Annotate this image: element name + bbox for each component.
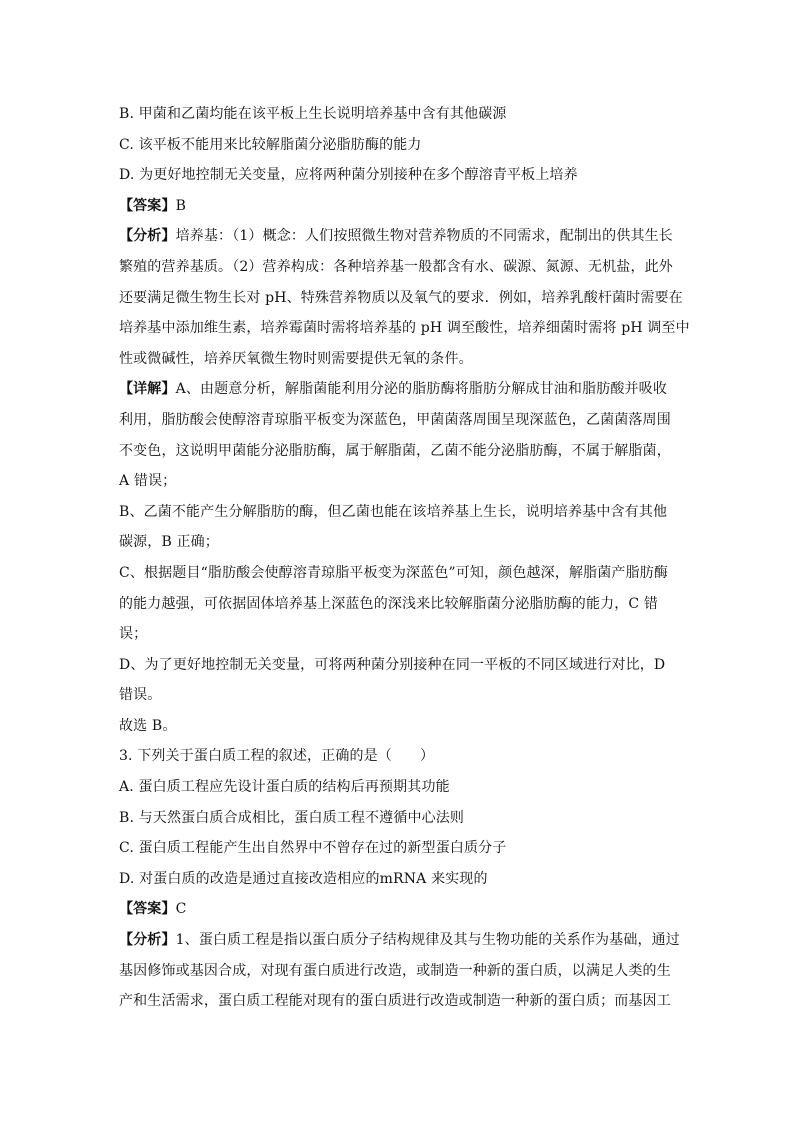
analysis-q2-line-5: 性或微碱性，培养厌氧微生物时则需要提供无氧的条件。: [119, 350, 473, 367]
analysis-q3-line-1: [119, 925, 679, 956]
question-3-text: 3. 下列关于蛋白质工程的叙述，正确的是（: [119, 748, 392, 765]
detail-q2-line-8: 的能力越强，可依据固体培养基上深蓝色的深浅来比较解脂菌分泌脂肪酶的能力，C 错: [119, 595, 659, 612]
answer-value: C: [175, 901, 187, 918]
answer-q3: [119, 894, 679, 925]
detail-q2-line-6: 碳源，B 正确；: [119, 534, 219, 551]
answer-value: B: [175, 197, 187, 214]
detail-tag: 【详解】: [119, 381, 176, 398]
analysis-tag: 【分析】: [119, 228, 176, 245]
detail-q2-line-1: [119, 374, 679, 405]
analysis-text: 培养基：（1）概念：人们按照微生物对营养物质的不同需求，配制出的供其生长: [175, 228, 673, 245]
answer-q2: [119, 191, 679, 222]
detail-text: A、由题意分析，解脂菌能利用分泌的脂肪酶将脂肪分解成甘油和脂肪酸并吸收: [175, 381, 667, 398]
question-3-stem: [119, 741, 679, 772]
option-q3-a: A. 蛋白质工程应先设计蛋白质的结构后再预期其功能: [119, 779, 450, 796]
detail-q2-line-3: 不变色，这说明甲菌能分泌脂肪酶，属于解脂菌，乙菌不能分泌脂肪酶，不属于解脂菌，: [119, 442, 671, 459]
analysis-q2-line-1: [119, 221, 679, 252]
analysis-q3-line-3: 产和生活需求，蛋白质工程能对现有的蛋白质进行改造或制造一种新的蛋白质；而基因工: [119, 993, 671, 1010]
option-q2-c: C. 该平板不能用来比较解脂菌分泌脂肪酶的能力: [119, 136, 422, 153]
detail-q2-line-5: B、乙菌不能产生分解脂肪的酶，但乙菌也能在该培养基上生长，说明培养基中含有其他: [119, 503, 668, 520]
document-body: [119, 99, 690, 1017]
analysis-q2-line-4: 培养基中添加维生素，培养霉菌时需将培养基的 pH 调至酸性，培养细菌时需将 pH 调至中: [119, 320, 690, 337]
detail-q2-line-10: D、为了更好地控制无关变量，可将两种菌分别接种在同一平板的不同区域进行对比，D: [119, 656, 666, 673]
analysis-q2-line-3: 还要满足微生物生长对 pH、特殊营养物质以及氧气的要求．例如，培养乳酸杆菌时需要在: [119, 289, 683, 306]
option-q2-d: D. 为更好地控制无关变量，应将两种菌分别接种在多个醇溶青平板上培养: [119, 167, 578, 184]
option-q3-c: C. 蛋白质工程能产生出自然界中不曾存在过的新型蛋白质分子: [119, 840, 507, 857]
option-q3-d: D. 对蛋白质的改造是通过直接改造相应的mRNA 来实现的: [119, 870, 488, 887]
detail-q2-line-12: 故选 B。: [119, 717, 177, 734]
detail-q2-line-11: 错误。: [119, 687, 162, 704]
option-q2-b: B. 甲菌和乙菌均能在该平板上生长说明培养基中含有其他碳源: [119, 106, 507, 122]
analysis-q3-line-2: 基因修饰或基因合成，对现有蛋白质进行改造，或制造一种新的蛋白质，以满足人类的生: [119, 962, 671, 979]
analysis-text: 1、蛋白质工程是指以蛋白质分子结构规律及其与生物功能的关系作为基础，通过: [175, 932, 680, 949]
detail-q2-line-9: 误；: [119, 626, 148, 643]
option-q3-b: B. 与天然蛋白质合成相比，蛋白质工程不遵循中心法则: [119, 809, 465, 826]
detail-q2-line-2: 利用，脂肪酸会使醇溶青琼脂平板变为深蓝色，甲菌菌落周围呈现深蓝色，乙菌菌落周围: [119, 411, 671, 428]
question-3-close-paren: ）: [419, 748, 435, 765]
detail-q2-line-4: A 错误；: [119, 473, 177, 490]
analysis-tag: 【分析】: [119, 932, 176, 949]
answer-tag: 【答案】: [119, 901, 176, 918]
analysis-q2-line-2: 繁殖的营养基质。（2）营养构成：各种培养基一般都含有水、碳源、氮源、无机盐，此外: [119, 258, 673, 275]
detail-q2-line-7: C、根据题目“脂肪酸会使醇溶青琼脂平板变为深蓝色”可知，颜色越深，解脂菌产脂肪酶: [119, 564, 669, 581]
answer-tag: 【答案】: [119, 197, 176, 214]
